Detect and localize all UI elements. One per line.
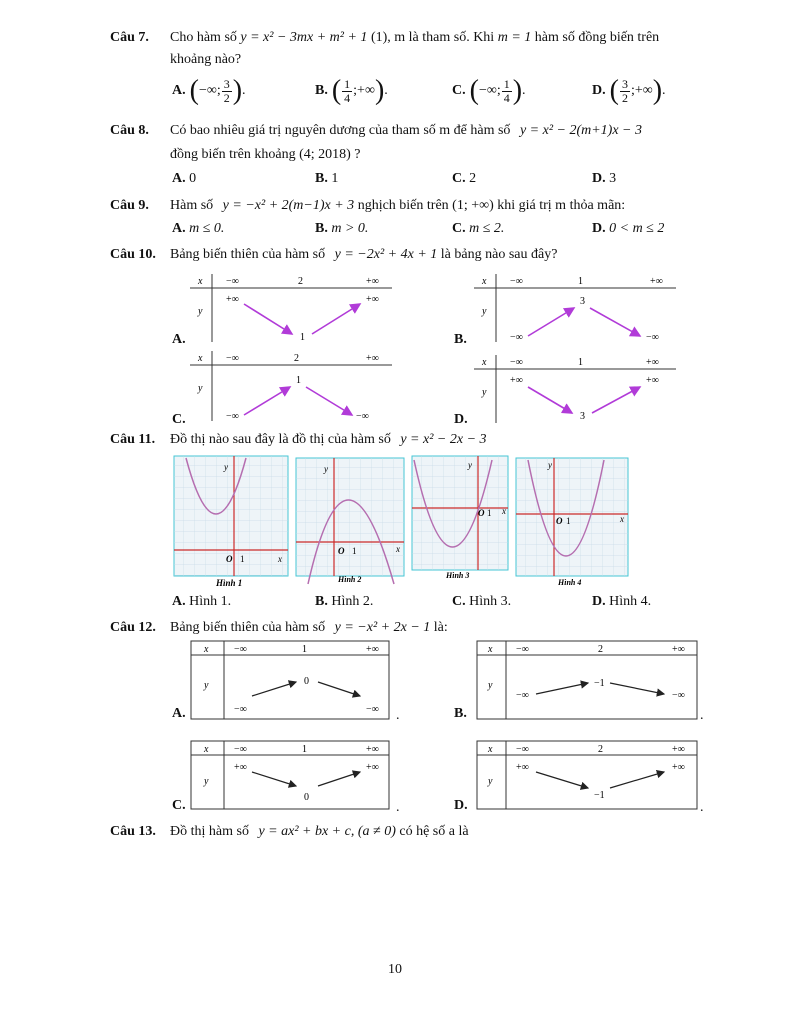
option-label: D. <box>454 798 468 813</box>
option-label: B. <box>315 83 328 98</box>
option-value: Hình 3. <box>469 594 512 609</box>
option-label: C. <box>452 83 466 98</box>
y-right: −∞ <box>366 704 379 715</box>
col-x: x <box>488 644 493 655</box>
x-left: −∞ <box>234 744 247 755</box>
axis-y-label: y <box>324 464 328 474</box>
q11-graph-3[interactable] <box>410 454 510 582</box>
axis-y-label: y <box>224 462 228 472</box>
origin-label: O <box>226 554 233 564</box>
fraction-num: 1 <box>344 76 351 91</box>
q7-option-d[interactable]: D. ( $\frac{3}{2}$ ;+∞ ) . <box>592 75 666 106</box>
option-label: B. <box>315 221 328 236</box>
option-value: 1 <box>331 171 339 186</box>
tick-one: 1 <box>352 546 357 556</box>
option-label: D. <box>592 221 606 236</box>
increase-arrow <box>610 772 664 788</box>
decrease-arrow <box>318 682 360 696</box>
x-mid: 1 <box>302 644 307 655</box>
option-label: B. <box>454 332 467 347</box>
y-right: +∞ <box>366 294 379 305</box>
x-left: −∞ <box>516 744 529 755</box>
q11-graph-1[interactable] <box>172 454 290 588</box>
x-right: +∞ <box>366 276 379 287</box>
q8-option-c[interactable] <box>452 171 476 187</box>
q9-option-b[interactable] <box>315 221 368 237</box>
x-mid: 1 <box>578 357 583 368</box>
y-right: −∞ <box>646 332 659 343</box>
option-value: 3 <box>609 171 617 186</box>
y-mid: −1 <box>594 678 605 689</box>
caption: Hình 1 <box>216 578 243 588</box>
q7-option-b[interactable]: B. ( $\frac{1}{4}$ ;+∞ ) . <box>315 75 388 106</box>
decrease-arrow <box>528 387 572 413</box>
origin-label: O <box>556 516 563 526</box>
q10-option-c[interactable] <box>172 412 186 428</box>
option-label: A. <box>172 171 186 186</box>
y-left: −∞ <box>226 411 239 422</box>
option-label: D. <box>454 412 468 427</box>
decrease-arrow <box>306 387 352 415</box>
col-x: x <box>204 644 209 655</box>
option-label: C. <box>172 412 186 427</box>
x-right: +∞ <box>366 644 379 655</box>
q10-option-b[interactable] <box>454 332 467 348</box>
decrease-arrow <box>252 772 296 786</box>
interval-right: ;+∞ <box>353 83 375 98</box>
q7-text-b: m là tham số. Khi <box>394 30 495 45</box>
row-y: y <box>204 776 209 787</box>
q10-text-b: là bảng nào sau đây? <box>440 247 558 262</box>
decrease-arrow <box>590 308 640 336</box>
col-x: x <box>198 276 203 287</box>
q12-option-c[interactable] <box>172 798 186 814</box>
q8-number: Câu 8. <box>110 123 149 138</box>
fraction-den: 4 <box>344 90 351 105</box>
interval-right: ;+∞ <box>630 83 653 98</box>
q7-option-a[interactable]: A. ( −∞; $\frac{3}{2}$ ) . <box>172 75 246 106</box>
option-label: C. <box>452 594 466 609</box>
col-x: x <box>488 744 493 755</box>
q10-stem <box>170 247 557 263</box>
q7-tag: (1), <box>370 30 391 45</box>
option-label: C. <box>452 171 466 186</box>
axis-x-label: x <box>502 506 506 516</box>
row-y: y <box>482 387 487 398</box>
option-value: Hình 1. <box>189 594 232 609</box>
option-label: A. <box>172 594 186 609</box>
x-right: +∞ <box>672 644 685 655</box>
q11-option-c[interactable] <box>452 594 511 610</box>
y-mid: 0 <box>304 792 309 803</box>
y-left: +∞ <box>510 375 523 386</box>
axis-x-label: x <box>396 544 400 554</box>
x-right: +∞ <box>366 744 379 755</box>
q9-option-a[interactable] <box>172 221 224 237</box>
q13-function: y = ax² + bx + c, (a ≠ 0) <box>258 824 396 839</box>
option-label: A. <box>172 706 186 721</box>
q8-option-a[interactable] <box>172 171 196 187</box>
q13-text-a: Đồ thị hàm số <box>170 824 249 839</box>
decrease-arrow <box>610 683 664 694</box>
q12-table-d <box>476 740 702 812</box>
option-label: B. <box>315 171 328 186</box>
y-left: +∞ <box>234 762 247 773</box>
q9-option-c[interactable] <box>452 221 504 237</box>
y-right: +∞ <box>672 762 685 773</box>
option-label: D. <box>592 83 606 98</box>
fraction-den: 2 <box>621 90 628 105</box>
x-left: −∞ <box>510 357 523 368</box>
y-mid: 1 <box>300 332 305 343</box>
option-value: m ≤ 2. <box>469 221 505 236</box>
increase-arrow <box>252 682 296 696</box>
q10-option-d[interactable] <box>454 412 468 428</box>
q12-number: Câu 12. <box>110 620 156 635</box>
q13-text-b: có hệ số a là <box>399 824 469 839</box>
y-right: −∞ <box>672 690 685 701</box>
y-mid: −1 <box>594 790 605 801</box>
q9-number: Câu 9. <box>110 198 149 213</box>
x-left: −∞ <box>226 276 239 287</box>
x-mid: 2 <box>294 353 299 364</box>
q7-condition: m = 1 <box>497 30 532 45</box>
q7-text-a: Cho hàm số <box>170 30 237 45</box>
option-value: m ≤ 0. <box>189 221 225 236</box>
q12-b-dot: . <box>700 708 704 723</box>
y-right: +∞ <box>646 375 659 386</box>
q12-d-dot: . <box>700 800 704 815</box>
q12-table-c <box>190 740 396 812</box>
q7-function: y = x² − 3mx + m² + 1 <box>240 30 368 45</box>
col-x: x <box>198 353 203 364</box>
x-right: +∞ <box>672 744 685 755</box>
q9-text-b: nghịch biến trên (1; +∞) khi giá trị m thỏa mãn: <box>357 198 626 213</box>
x-right: +∞ <box>650 276 663 287</box>
option-tail: . <box>384 83 388 98</box>
q9-option-d[interactable] <box>592 221 664 237</box>
option-label: A. <box>172 83 186 98</box>
y-left: −∞ <box>516 690 529 701</box>
q10-option-a[interactable] <box>172 332 186 348</box>
q7-text-c: hàm số đồng biến trên <box>534 30 660 45</box>
interval-left: −∞; <box>478 83 501 98</box>
q10-number: Câu 10. <box>110 247 156 262</box>
y-left: −∞ <box>510 332 523 343</box>
increase-arrow <box>536 683 588 694</box>
fraction-den: 2 <box>223 90 230 105</box>
q11-function: y = x² − 2x − 3 <box>400 432 487 447</box>
tick-one: 1 <box>566 516 571 526</box>
q11-option-a[interactable] <box>172 594 231 610</box>
x-left: −∞ <box>510 276 523 287</box>
q12-c-dot: . <box>396 800 400 815</box>
x-mid: 1 <box>578 276 583 287</box>
col-x: x <box>204 744 209 755</box>
q11-graph-4[interactable] <box>514 456 630 588</box>
q12-stem <box>170 620 448 636</box>
q8-option-d[interactable] <box>592 171 616 187</box>
x-left: −∞ <box>516 644 529 655</box>
q13-number: Câu 13. <box>110 824 156 839</box>
q12-a-dot: . <box>396 708 400 723</box>
q8-option-b[interactable] <box>315 171 338 187</box>
option-value: Hình 2. <box>331 594 374 609</box>
q12-table-b <box>476 640 702 722</box>
y-left: +∞ <box>226 294 239 305</box>
option-label: C. <box>172 798 186 813</box>
origin-label: O <box>478 508 485 518</box>
y-left: +∞ <box>516 762 529 773</box>
q9-stem <box>170 198 625 214</box>
q12-option-d[interactable] <box>454 798 468 814</box>
q12-text-a: Bảng biến thiên của hàm số <box>170 620 326 635</box>
y-mid: 0 <box>304 676 309 687</box>
q10-table-c <box>186 349 396 423</box>
option-label: A. <box>172 221 186 236</box>
increase-arrow <box>528 308 574 336</box>
y-mid: 3 <box>580 296 585 307</box>
increase-arrow <box>312 304 360 334</box>
q10-table-d <box>470 353 680 425</box>
q8-text: Có bao nhiêu giá trị nguyên dương của tham số m để hàm số <box>170 123 511 138</box>
option-value: m > 0. <box>331 221 369 236</box>
increase-arrow <box>244 387 290 415</box>
option-tail: . <box>242 83 246 98</box>
x-right: +∞ <box>646 357 659 368</box>
col-x: x <box>482 276 487 287</box>
q10-text-a: Bảng biến thiên của hàm số <box>170 247 326 262</box>
axis-x-label: x <box>278 554 282 564</box>
option-tail: . <box>662 83 666 98</box>
increase-arrow <box>592 387 640 413</box>
q8-function: y = x² − 2(m+1)x − 3 <box>519 123 642 138</box>
q7-stem <box>170 30 659 46</box>
y-mid: 1 <box>296 375 301 386</box>
option-label: B. <box>315 594 328 609</box>
q12-function: y = −x² + 2x − 1 <box>334 620 431 635</box>
option-label: B. <box>454 706 467 721</box>
row-y: y <box>198 383 203 394</box>
q11-option-b[interactable] <box>315 594 373 610</box>
axis-y-label: y <box>548 460 552 470</box>
interval-left: −∞; <box>198 83 221 98</box>
row-y: y <box>488 680 493 691</box>
q7-option-c[interactable]: C. ( −∞; $\frac{1}{4}$ ) . <box>452 75 526 106</box>
option-value: 0 <box>189 171 197 186</box>
option-value: 2 <box>469 171 477 186</box>
x-mid: 2 <box>598 644 603 655</box>
q8-line2: đồng biến trên khoảng (4; 2018) ? <box>170 147 361 162</box>
option-value: Hình 4. <box>609 594 652 609</box>
row-y: y <box>204 680 209 691</box>
x-left: −∞ <box>226 353 239 364</box>
decrease-arrow <box>536 772 588 788</box>
increase-arrow <box>318 772 360 786</box>
q9-text-a: Hàm số <box>170 198 214 213</box>
q10-function: y = −2x² + 4x + 1 <box>334 247 438 262</box>
q10-table-b <box>470 272 680 344</box>
q12-option-b[interactable] <box>454 706 467 722</box>
fraction-num: 3 <box>223 76 230 91</box>
q7-line2: khoảng nào? <box>170 52 242 67</box>
caption: Hình 3 <box>446 571 470 580</box>
option-label: A. <box>172 332 186 347</box>
col-x: x <box>482 357 487 368</box>
caption: Hình 4 <box>558 578 582 587</box>
y-right: +∞ <box>366 762 379 773</box>
option-value: 0 < m ≤ 2 <box>609 221 665 236</box>
option-label: C. <box>452 221 466 236</box>
fraction-num: 1 <box>503 76 510 91</box>
fraction-num: 3 <box>621 76 628 91</box>
fraction-den: 4 <box>503 90 510 105</box>
q8-stem <box>170 123 642 139</box>
decrease-arrow <box>244 304 292 334</box>
q11-option-d[interactable] <box>592 594 651 610</box>
axis-y-label: y <box>468 460 472 470</box>
q11-number: Câu 11. <box>110 432 156 447</box>
q12-table-a <box>190 640 396 722</box>
q11-graph-2[interactable] <box>294 456 406 586</box>
y-right: −∞ <box>356 411 369 422</box>
option-label: D. <box>592 594 606 609</box>
q10-table-a <box>186 272 396 344</box>
q12-option-a[interactable] <box>172 706 186 722</box>
x-left: −∞ <box>234 644 247 655</box>
q7-number: Câu 7. <box>110 30 149 45</box>
y-left: −∞ <box>234 704 247 715</box>
row-y: y <box>482 306 487 317</box>
x-right: +∞ <box>366 353 379 364</box>
q11-text-a: Đồ thị nào sau đây là đồ thị của hàm số <box>170 432 391 447</box>
y-mid: 3 <box>580 411 585 422</box>
x-mid: 2 <box>298 276 303 287</box>
q12-text-b: là: <box>433 620 448 635</box>
caption: Hình 2 <box>338 575 362 584</box>
tick-one: 1 <box>487 508 492 518</box>
origin-label: O <box>338 546 345 556</box>
x-mid: 2 <box>598 744 603 755</box>
axis-x-label: x <box>620 514 624 524</box>
tick-one: 1 <box>240 554 245 564</box>
row-y: y <box>198 306 203 317</box>
q11-stem <box>170 432 487 448</box>
row-y: y <box>488 776 493 787</box>
q13-stem <box>170 824 469 840</box>
option-tail: . <box>522 83 526 98</box>
q9-function: y = −x² + 2(m−1)x + 3 <box>222 198 355 213</box>
x-mid: 1 <box>302 744 307 755</box>
option-label: D. <box>592 171 606 186</box>
page-number: 10 <box>388 962 402 977</box>
